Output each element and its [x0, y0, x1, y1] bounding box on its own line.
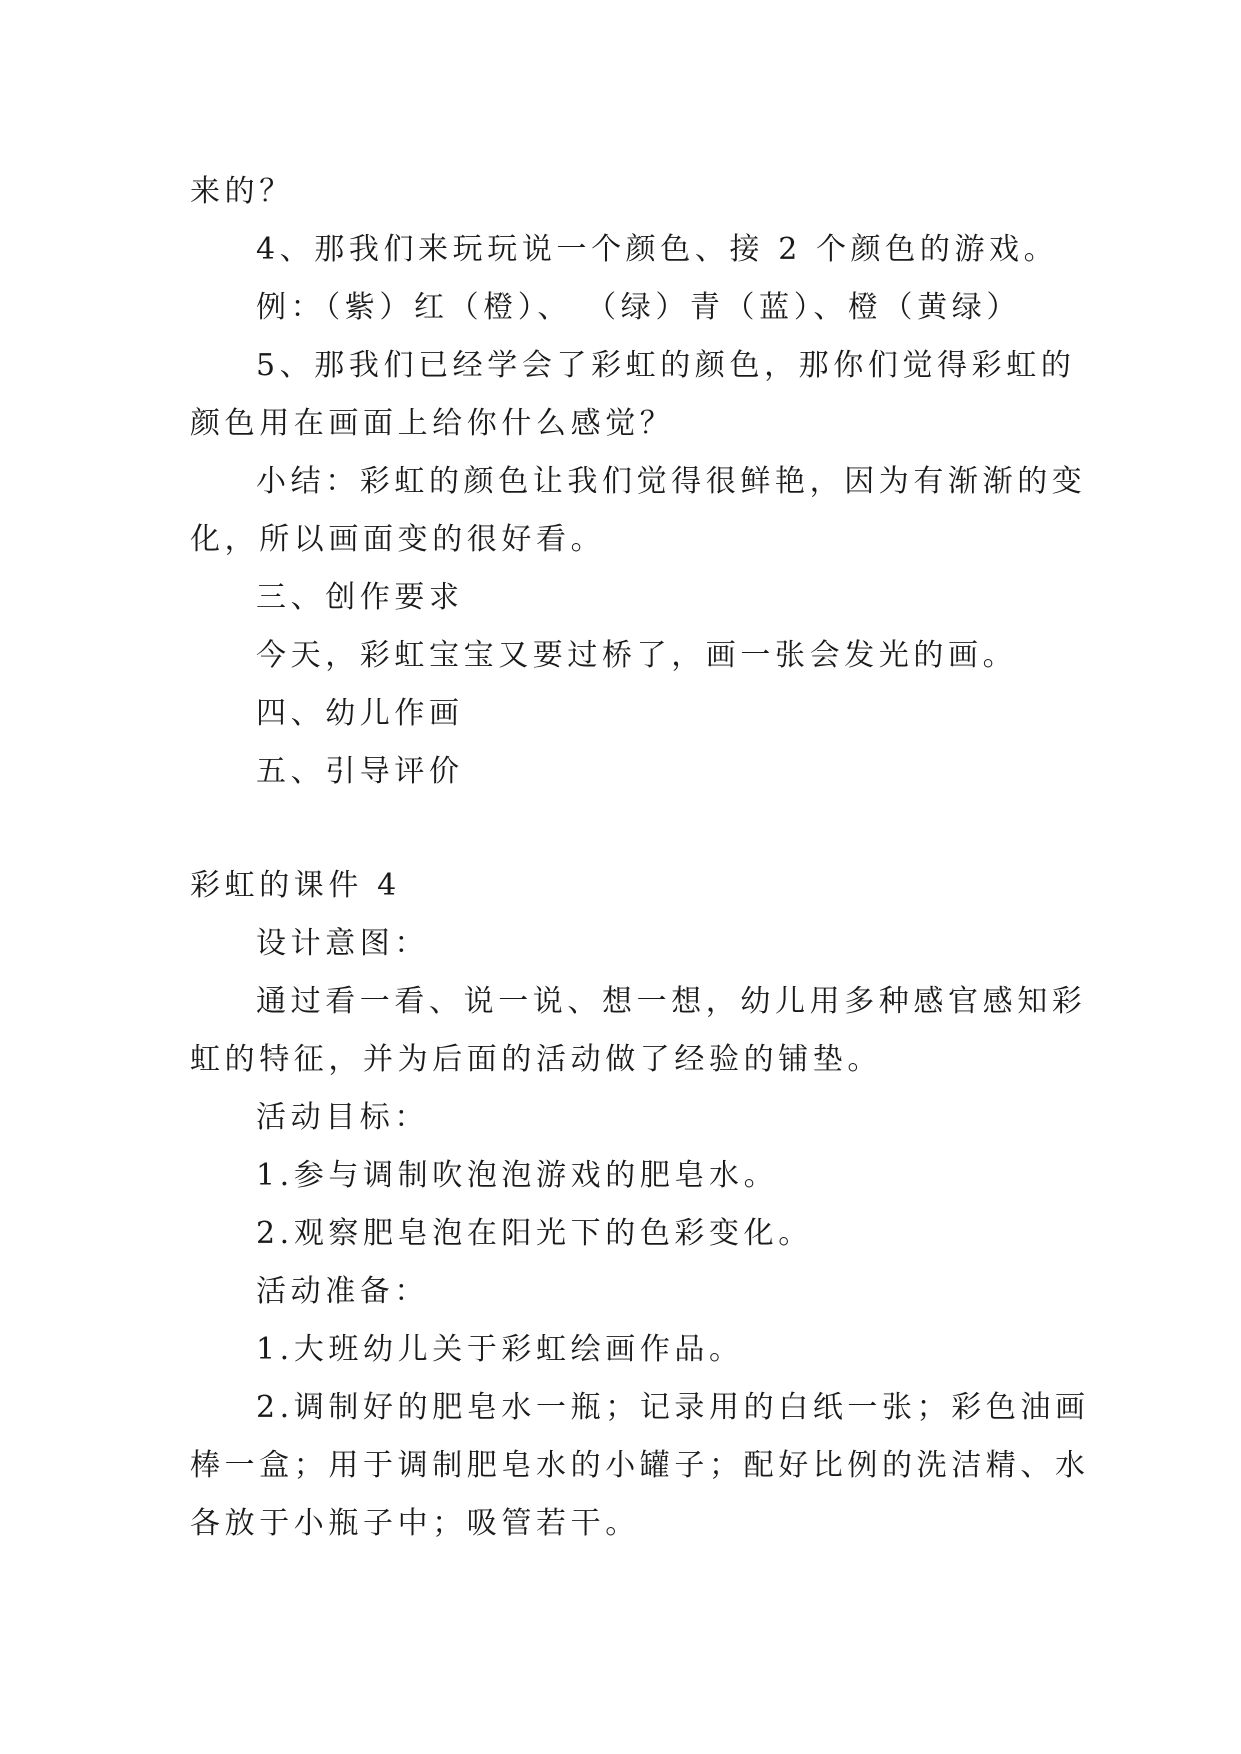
paragraph-line: 今天，彩虹宝宝又要过桥了，画一张会发光的画。 — [256, 638, 1018, 673]
paragraph-line: 来的？ — [190, 174, 294, 209]
section-heading: 活动目标： — [256, 1100, 429, 1135]
section-heading: 三、创作要求 — [256, 580, 464, 615]
section-heading: 五、引导评价 — [256, 754, 464, 789]
list-item: 2.调制好的肥皂水一瓶；记录用的白纸一张；彩色油画 — [256, 1390, 1090, 1425]
section-heading: 四、幼儿作画 — [256, 696, 464, 731]
document-title: 彩虹的课件 4 — [190, 868, 401, 903]
paragraph-line: 棒一盒；用于调制肥皂水的小罐子；配好比例的洗洁精、水 — [190, 1448, 1090, 1483]
paragraph-line: 小结：彩虹的颜色让我们觉得很鲜艳，因为有渐渐的变 — [256, 464, 1087, 499]
paragraph-line: 5、那我们已经学会了彩虹的颜色，那你们觉得彩虹的 — [256, 348, 1076, 383]
list-item: 1.大班幼儿关于彩虹绘画作品。 — [256, 1332, 744, 1367]
list-item: 2.观察肥皂泡在阳光下的色彩变化。 — [256, 1216, 813, 1251]
paragraph-line: 通过看一看、说一说、想一想，幼儿用多种感官感知彩 — [256, 984, 1087, 1019]
paragraph-line: 化，所以画面变的很好看。 — [190, 522, 606, 557]
blank-gap — [190, 801, 1052, 857]
list-item: 1.参与调制吹泡泡游戏的肥皂水。 — [256, 1158, 779, 1193]
section-heading: 设计意图： — [256, 926, 429, 961]
paragraph-line: 各放于小瓶子中；吸管若干。 — [190, 1506, 640, 1541]
paragraph-line: 4、那我们来玩玩说一个颜色、接 2 个颜色的游戏。 — [256, 232, 1059, 267]
section-heading: 活动准备： — [256, 1274, 429, 1309]
document-page — [190, 163, 1090, 1553]
paragraph-line: 颜色用在画面上给你什么感觉？ — [190, 406, 675, 441]
paragraph-line: 虹的特征，并为后面的活动做了经验的铺垫。 — [190, 1042, 882, 1077]
paragraph-line: 例：（紫）红（橙）、 （绿）青（蓝）、橙（黄绿） — [256, 290, 1021, 325]
